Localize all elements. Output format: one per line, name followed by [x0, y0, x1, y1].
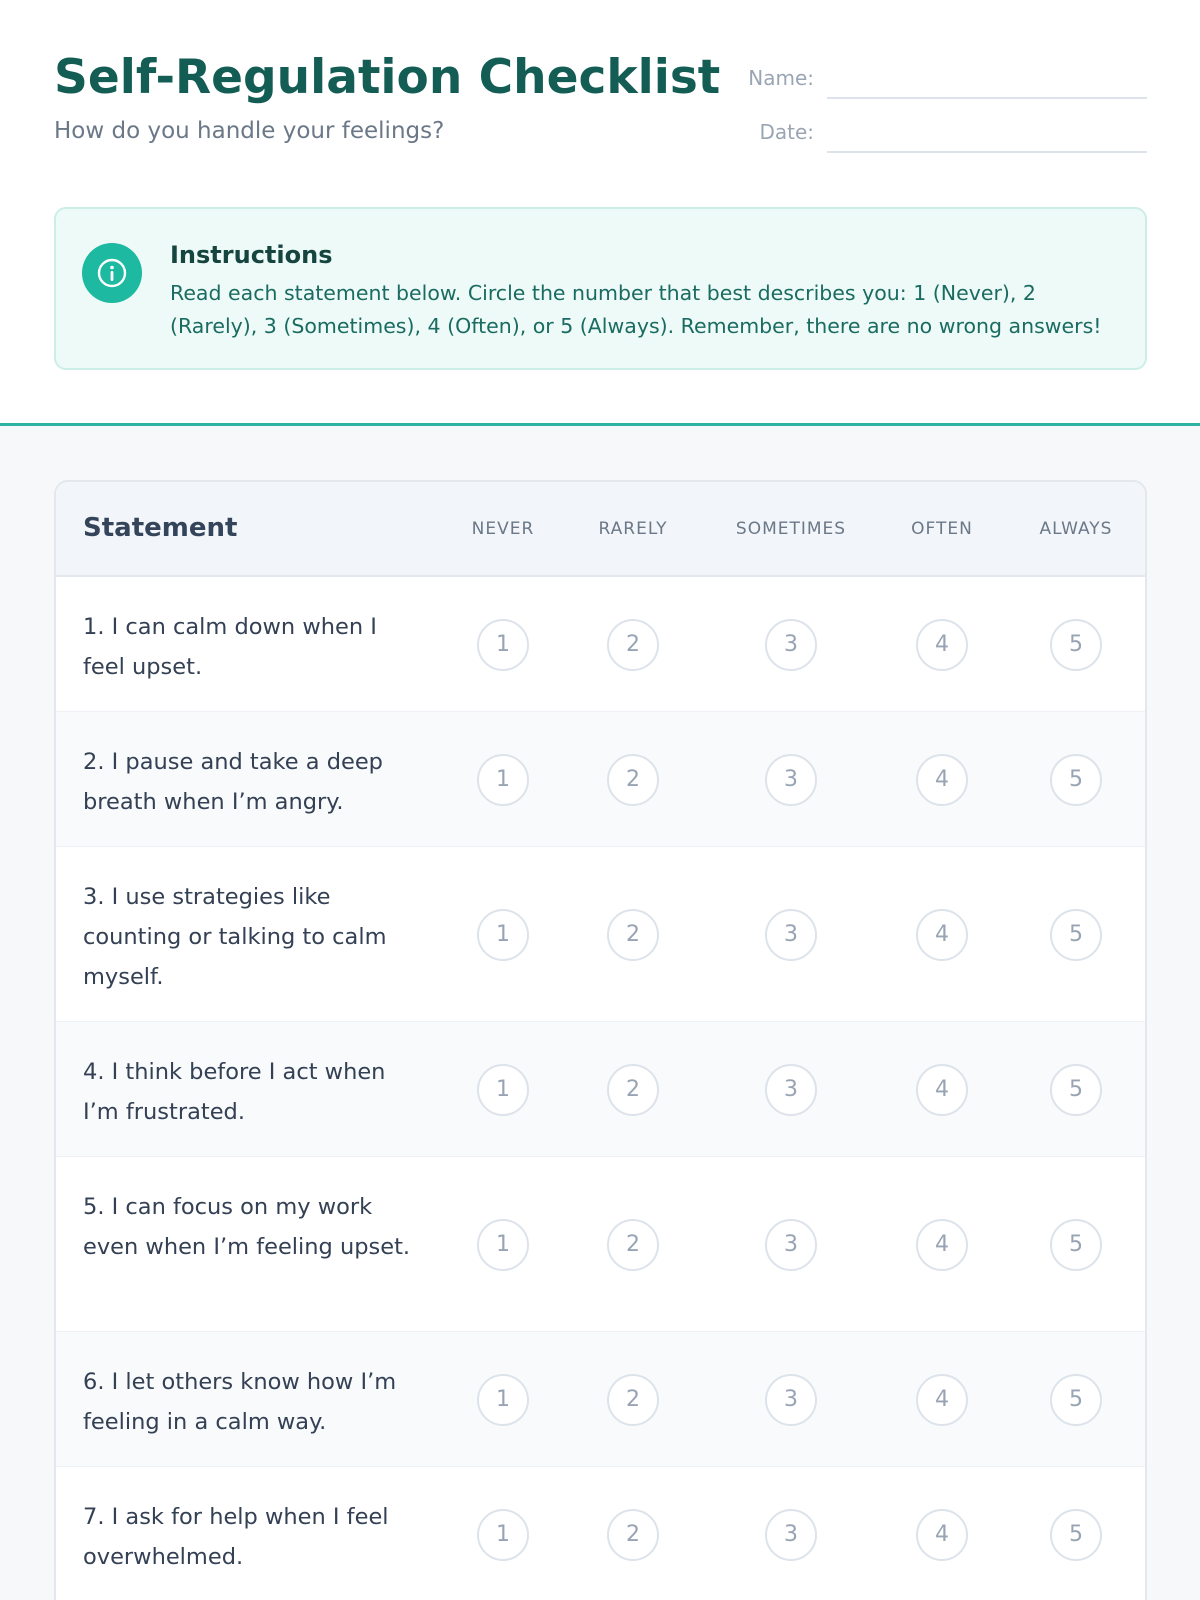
rating-option-sometimes[interactable]: 3	[765, 754, 817, 806]
info-icon	[82, 243, 142, 303]
rating-option-sometimes[interactable]: 3	[765, 909, 817, 961]
rating-option-rarely[interactable]: 2	[607, 1374, 659, 1426]
instructions-title: Instructions	[170, 241, 333, 269]
page-subtitle: How do you handle your feelings?	[54, 118, 445, 144]
statement-text: 5. I can focus on my work even when I’m feeling upset.	[83, 1194, 411, 1260]
date-field[interactable]	[827, 151, 1147, 153]
column-header-sometimes: SOMETIMES	[735, 519, 847, 539]
table-row	[56, 1467, 1145, 1600]
table-row	[56, 1022, 1145, 1157]
statement-text: 7. I ask for help when I feel overwhelmed.	[83, 1504, 389, 1570]
rating-option-never[interactable]: 1	[477, 619, 529, 671]
table-row	[56, 847, 1145, 1022]
column-header-always: ALWAYS	[1039, 519, 1113, 539]
statement-text: 4. I think before I act when I’m frustrated.	[83, 1059, 386, 1125]
table-body	[56, 577, 1145, 1600]
rating-option-often[interactable]: 4	[916, 619, 968, 671]
rating-option-rarely[interactable]: 2	[607, 754, 659, 806]
rating-option-rarely[interactable]: 2	[607, 619, 659, 671]
column-header-often: OFTEN	[911, 519, 973, 539]
rating-option-never[interactable]: 1	[477, 754, 529, 806]
rating-option-sometimes[interactable]: 3	[765, 1509, 817, 1561]
table-row	[56, 712, 1145, 847]
rating-option-rarely[interactable]: 2	[607, 1509, 659, 1561]
statement-column-header: Statement	[83, 513, 238, 543]
page-header	[0, 0, 1200, 425]
rating-option-sometimes[interactable]: 3	[765, 1374, 817, 1426]
rating-option-always[interactable]: 5	[1050, 1509, 1102, 1561]
rating-option-often[interactable]: 4	[916, 754, 968, 806]
rating-option-often[interactable]: 4	[916, 1509, 968, 1561]
rating-option-always[interactable]: 5	[1050, 619, 1102, 671]
rating-option-rarely[interactable]: 2	[607, 1219, 659, 1271]
rating-option-sometimes[interactable]: 3	[765, 619, 817, 671]
rating-option-always[interactable]: 5	[1050, 909, 1102, 961]
name-field[interactable]	[827, 97, 1147, 99]
rating-option-often[interactable]: 4	[916, 1064, 968, 1116]
rating-option-never[interactable]: 1	[477, 909, 529, 961]
statement-text: 6. I let others know how I’m feeling in a calm way.	[83, 1369, 397, 1435]
rating-option-always[interactable]: 5	[1050, 1374, 1102, 1426]
column-header-never: NEVER	[471, 519, 535, 539]
rating-option-never[interactable]: 1	[477, 1064, 529, 1116]
rating-option-always[interactable]: 5	[1050, 1064, 1102, 1116]
date-label: Date:	[759, 120, 814, 144]
rating-option-often[interactable]: 4	[916, 909, 968, 961]
statement-text: 2. I pause and take a deep breath when I’m angry.	[83, 749, 383, 815]
instructions-box	[54, 207, 1147, 370]
rating-option-sometimes[interactable]: 3	[765, 1064, 817, 1116]
instructions-text: Read each statement below. Circle the number that best describes you: 1 (Never), 2 (Rarely), 3 (Sometimes), 4 (Often), or 5 (Always). Remember, there are no wrong answers!	[170, 281, 1102, 338]
table-header	[56, 482, 1145, 577]
rating-option-always[interactable]: 5	[1050, 1219, 1102, 1271]
rating-option-never[interactable]: 1	[477, 1219, 529, 1271]
column-header-rarely: RARELY	[598, 519, 668, 539]
rating-table	[54, 480, 1147, 1600]
statement-text: 3. I use strategies like counting or talking to calm myself.	[83, 884, 387, 990]
table-row	[56, 577, 1145, 712]
rating-option-never[interactable]: 1	[477, 1509, 529, 1561]
rating-option-never[interactable]: 1	[477, 1374, 529, 1426]
rating-option-rarely[interactable]: 2	[607, 909, 659, 961]
rating-option-often[interactable]: 4	[916, 1374, 968, 1426]
table-row	[56, 1332, 1145, 1467]
rating-option-always[interactable]: 5	[1050, 754, 1102, 806]
table-row	[56, 1157, 1145, 1332]
table-area	[0, 426, 1200, 1600]
rating-option-often[interactable]: 4	[916, 1219, 968, 1271]
rating-option-sometimes[interactable]: 3	[765, 1219, 817, 1271]
name-label: Name:	[748, 66, 814, 90]
statement-text: 1. I can calm down when I feel upset.	[83, 614, 377, 680]
rating-option-rarely[interactable]: 2	[607, 1064, 659, 1116]
page-title: Self-Regulation Checklist	[54, 50, 721, 105]
